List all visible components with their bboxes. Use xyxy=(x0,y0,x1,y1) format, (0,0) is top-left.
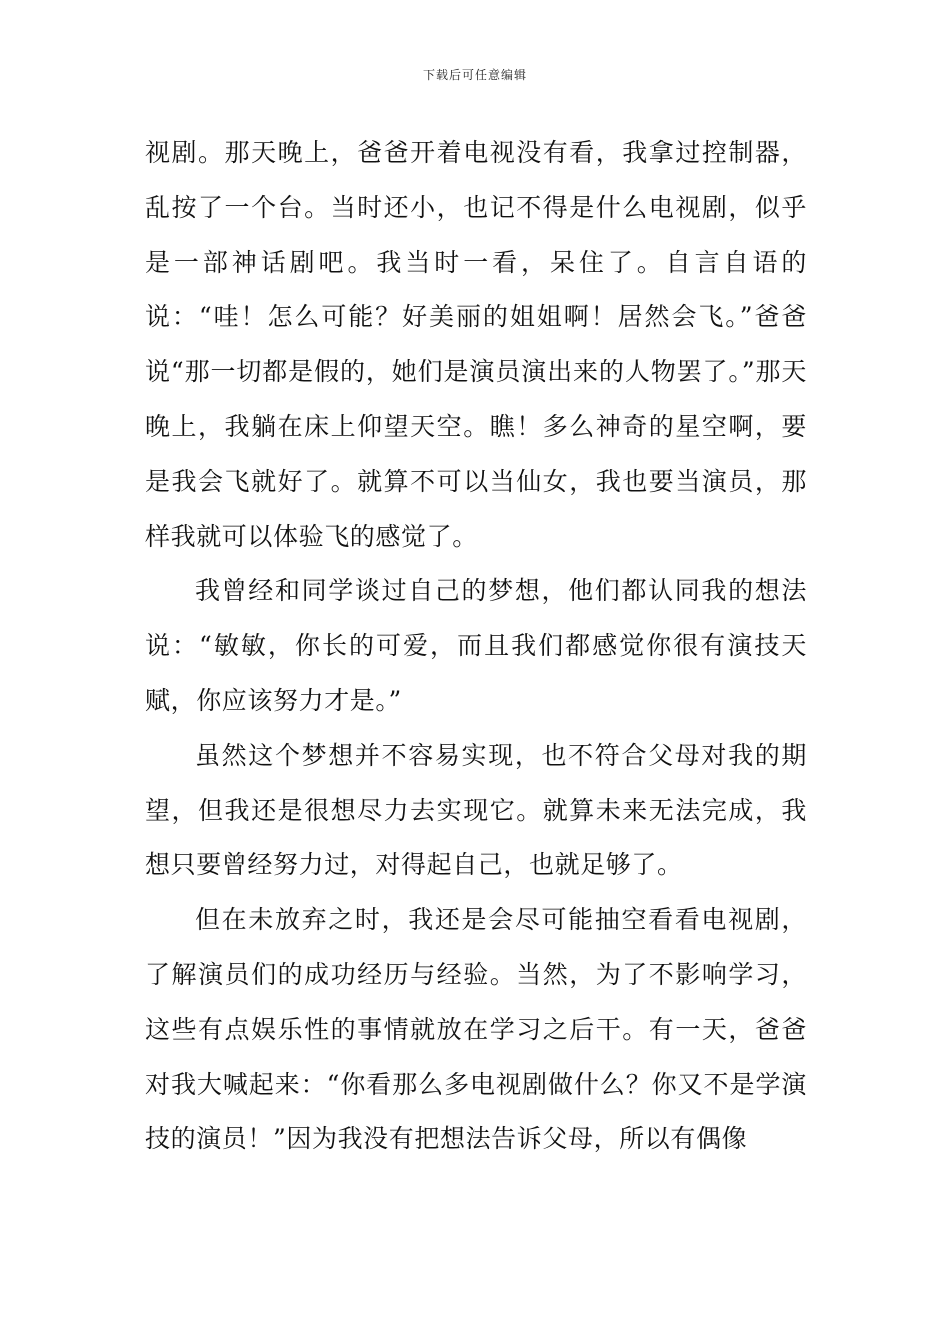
paragraph: 虽然这个梦想并不容易实现，也不符合父母对我的期望，但我还是很想尽力去实现它。就算未来无法完成，我想只要曾经努力过，对得起自己，也就足够了。 xyxy=(145,740,807,880)
paragraph-continuation: 视剧。那天晚上，爸爸开着电视没有看，我拿过控制器，乱按了一个台。当时还小，也记不得是什么电视剧，似乎是一部神话剧吧。我当时一看，呆住了。自言自语的说：“哇！怎么可能？好美丽的姐姐啊！居然会飞。”爸爸说“那一切都是假的，她们是演员演出来的人物罢了。”那天晚上，我躺在床上仰望天空。瞧！多么神奇的星空啊，要是我会飞就好了。就算不可以当仙女，我也要当演员，那样我就可以体验飞的感觉了。 xyxy=(145,138,807,551)
paragraph: 但在未放弃之时，我还是会尽可能抽空看看电视剧，了解演员们的成功经历与经验。当然，为了不影响学习，这些有点娱乐性的事情就放在学习之后干。有一天，爸爸对我大喊起来：“你看那么多电视剧做什么？你又不是学演技的演员！”因为我没有把想法告诉父母，所以有偶像 xyxy=(145,905,807,1154)
document-body xyxy=(145,126,807,1167)
paragraph: 我曾经和同学谈过自己的梦想，他们都认同我的想法说：“敏敏，你长的可爱，而且我们都感觉你很有演技天赋，你应该努力才是。” xyxy=(145,576,807,715)
page-header: 下载后可任意编辑 xyxy=(422,68,527,82)
